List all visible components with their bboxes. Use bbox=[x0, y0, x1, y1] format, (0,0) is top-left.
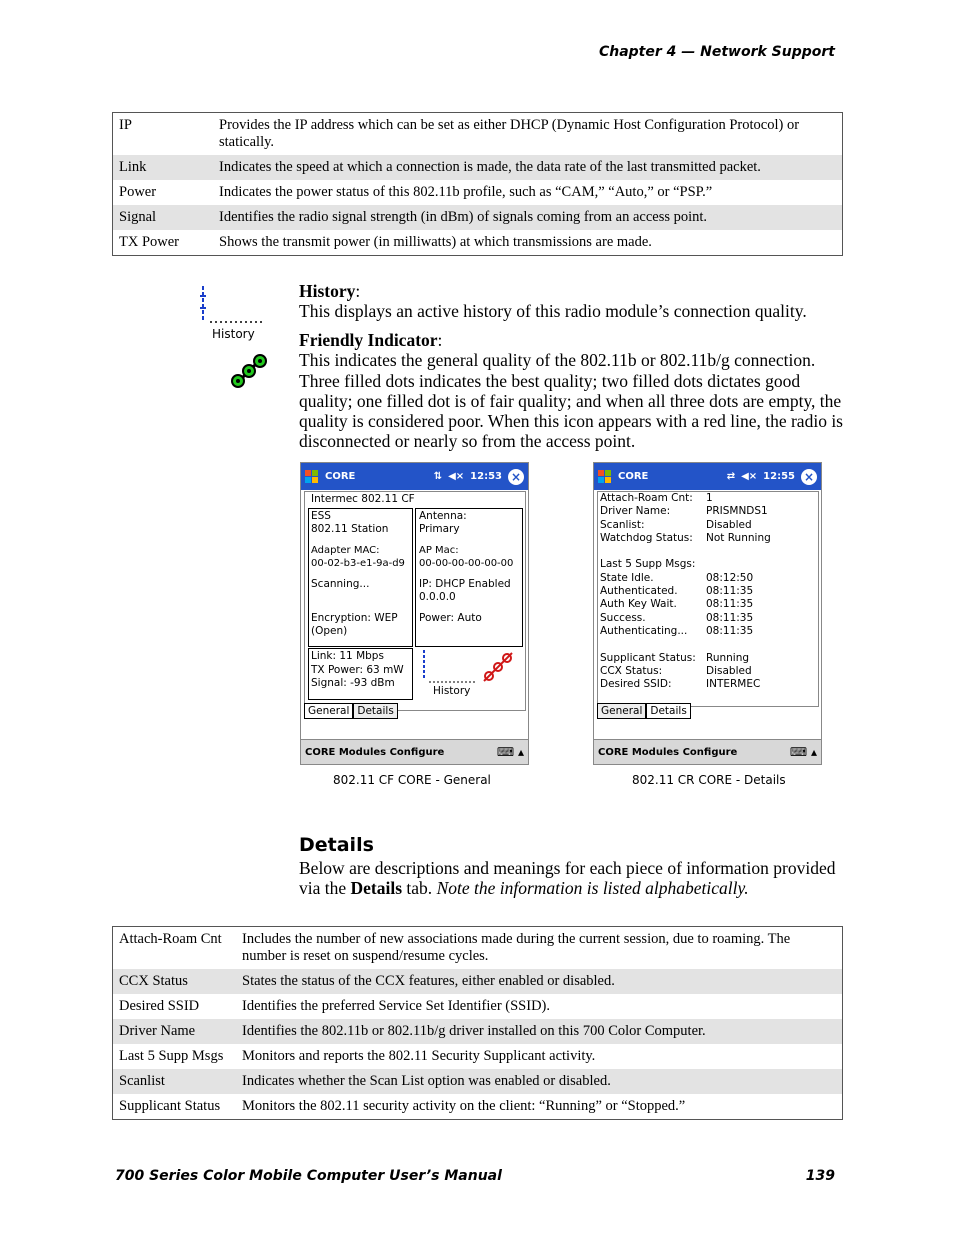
desc-cell: States the status of the CCX features, either enabled or disabled. bbox=[236, 969, 843, 994]
desc-cell: Provides the IP address which can be set as either DHCP (Dynamic Host Configuration Protocol) or statically. bbox=[219, 117, 800, 150]
term-cell: Supplicant Status bbox=[119, 1098, 221, 1114]
table-row bbox=[113, 969, 843, 994]
details-labels: Attach-Roam Cnt: Driver Name: Scanlist: Watchdog Status: Last 5 Supp Msgs: State Idle. Authenticated. Auth Key Wait. Success. Authenticating... Supplicant Status: CCX Status: Desired SSID: bbox=[600, 492, 696, 691]
term-cell: TX Power bbox=[119, 234, 180, 250]
page-number: 139 bbox=[805, 1168, 835, 1184]
friendly-text: This indicates the general quality of the 802.11b or 802.11b/g connection. Three filled dots indicates the best quality; two filled dots dictates good quality; one filled dot is of fair quality; and when all three dots are empty, the quality is considered poor. When this icon appears with a red line, the radio is disconnected or nearly so from the access point. bbox=[299, 350, 843, 452]
desc-cell: Identifies the radio signal strength (in dBm) of signals coming from an access point. bbox=[213, 205, 843, 230]
term-cell: Last 5 Supp Msgs bbox=[119, 1048, 224, 1064]
tab-details[interactable]: Details bbox=[646, 703, 690, 719]
encryption: Encryption: WEP (Open) bbox=[311, 612, 398, 638]
details-heading: Details bbox=[299, 834, 374, 856]
ip: IP: DHCP Enabled 0.0.0.0 bbox=[419, 578, 511, 604]
term-cell: Power bbox=[119, 184, 157, 200]
close-icon[interactable]: × bbox=[801, 469, 817, 485]
desc-cell: Includes the number of new associations made during the current session, due to roaming. The number is reset on suspend/resume cycles. bbox=[242, 931, 791, 964]
screenshot-details bbox=[593, 462, 822, 765]
desc-cell: Shows the transmit power (in milliwatts) at which transmissions are made. bbox=[219, 234, 652, 250]
keyboard-icon[interactable]: ⌨ ▴ bbox=[496, 745, 524, 759]
footer-title: 700 Series Color Mobile Computer User’s Manual bbox=[115, 1168, 502, 1184]
table-row bbox=[113, 1019, 843, 1044]
screenshot-general bbox=[300, 462, 529, 765]
desc-cell: Identifies the preferred Service Set Identifier (SSID). bbox=[242, 998, 551, 1014]
table-row bbox=[113, 1069, 843, 1094]
term-cell: Driver Name bbox=[113, 1019, 237, 1044]
chapter-header: Chapter 4 — Network Support bbox=[598, 44, 835, 60]
adapter-mac: Adapter MAC: 00-02-b3-e1-9a-d9 bbox=[311, 545, 405, 570]
table-row bbox=[113, 113, 843, 156]
table-row bbox=[113, 180, 843, 205]
app-title: CORE bbox=[618, 471, 649, 482]
adapter-title: Intermec 802.11 CF bbox=[311, 493, 415, 505]
intro-text2: tab. bbox=[402, 878, 437, 899]
scanning: Scanning... bbox=[311, 578, 370, 590]
term-cell: Link bbox=[113, 155, 214, 180]
menu-items[interactable]: CORE Modules Configure bbox=[305, 746, 445, 758]
speaker-icon: ◀× bbox=[448, 471, 465, 482]
history-label: History bbox=[433, 685, 471, 697]
table-row bbox=[113, 994, 843, 1019]
term-cell: CCX Status bbox=[113, 969, 237, 994]
clock: 12:53 bbox=[470, 471, 502, 482]
details-values: 1 PRISMNDS1 Disabled Not Running 08:12:50 08:11:35 08:11:35 08:11:35 08:11:35 Running Disabled INTERMEC bbox=[706, 492, 771, 691]
details-table bbox=[112, 926, 843, 1120]
term-cell: Attach-Roam Cnt bbox=[119, 931, 222, 947]
menu-items[interactable]: CORE Modules Configure bbox=[598, 746, 738, 758]
history-text: This displays an active history of this radio module’s connection quality. bbox=[299, 301, 807, 322]
app-title: CORE bbox=[325, 471, 356, 482]
network-status-table bbox=[112, 112, 843, 256]
friendly-label: Friendly Indicator bbox=[299, 330, 438, 350]
table-row bbox=[113, 1044, 843, 1069]
intro-bold: Details bbox=[350, 878, 403, 899]
link-stats: Link: 11 Mbps TX Power: 63 mW Signal: -93 dBm bbox=[311, 650, 404, 689]
intro-text: Below are descriptions and meanings for each piece of information provided via the bbox=[299, 858, 836, 899]
table-row bbox=[113, 230, 843, 256]
ess: ESS 802.11 Station bbox=[311, 510, 389, 536]
history-graph-icon bbox=[198, 284, 268, 344]
friendly-indicator-icon bbox=[230, 354, 270, 395]
history-label: History bbox=[299, 281, 356, 301]
antenna: Antenna: Primary bbox=[419, 510, 467, 536]
desc-cell: Monitors and reports the 802.11 Security Supplicant activity. bbox=[242, 1048, 596, 1064]
history-paragraph: History: This displays an active history of this radio module’s connection quality. bbox=[299, 281, 807, 322]
close-icon[interactable]: × bbox=[508, 469, 524, 485]
tab-general[interactable]: General bbox=[304, 703, 353, 719]
connectivity-icon: ⇄ bbox=[726, 471, 736, 482]
details-intro bbox=[299, 858, 845, 899]
term-cell: Scanlist bbox=[113, 1069, 237, 1094]
menu-bar bbox=[301, 739, 528, 764]
tab-details[interactable]: Details bbox=[353, 703, 397, 719]
tab-bar bbox=[597, 703, 691, 719]
windows-flag-icon bbox=[598, 470, 612, 484]
table-row bbox=[113, 155, 843, 180]
term-cell: Signal bbox=[113, 205, 214, 230]
caption-details: 802.11 CR CORE - Details bbox=[632, 773, 786, 787]
table-row bbox=[113, 927, 843, 970]
caption-general: 802.11 CF CORE - General bbox=[333, 773, 491, 787]
table-row bbox=[113, 205, 843, 230]
connectivity-icon: ⇅ bbox=[433, 471, 443, 482]
clock: 12:55 bbox=[763, 471, 795, 482]
speaker-icon: ◀× bbox=[741, 471, 758, 482]
keyboard-icon[interactable]: ⌨ ▴ bbox=[789, 745, 817, 759]
ap-mac: AP Mac: 00-00-00-00-00-00 bbox=[419, 545, 514, 570]
desc-cell: Identifies the 802.11b or 802.11b/g driver installed on this 700 Color Computer. bbox=[236, 1019, 843, 1044]
table-row bbox=[113, 1094, 843, 1120]
history-icon-label: History bbox=[212, 327, 255, 341]
desc-cell: Indicates the speed at which a connection is made, the data rate of the last transmitted packet. bbox=[213, 155, 843, 180]
term-cell: Desired SSID bbox=[119, 998, 200, 1014]
tab-bar bbox=[304, 703, 398, 719]
title-bar bbox=[301, 463, 528, 490]
desc-cell: Indicates whether the Scan List option was enabled or disabled. bbox=[236, 1069, 843, 1094]
intro-italic: Note the information is listed alphabetically. bbox=[436, 878, 749, 899]
desc-cell: Indicates the power status of this 802.11b profile, such as “CAM,” “Auto,” or “PSP.” bbox=[219, 184, 713, 200]
desc-cell: Monitors the 802.11 security activity on the client: “Running” or “Stopped.” bbox=[242, 1098, 686, 1114]
title-bar bbox=[594, 463, 821, 490]
power: Power: Auto bbox=[419, 612, 482, 624]
menu-bar bbox=[594, 739, 821, 764]
tab-general[interactable]: General bbox=[597, 703, 646, 719]
windows-flag-icon bbox=[305, 470, 319, 484]
term-cell: IP bbox=[119, 117, 132, 133]
friendly-paragraph: Friendly Indicator: This indicates the general quality of the 802.11b or 802.11b/g connection. Three filled dots indicates the best quality; two filled dots dictates good quality; one filled dot is of fair quality; and when all three dots are empty, the quality is considered poor. When this icon appears with a red line, the radio is disconnected or nearly so from the access point. bbox=[299, 330, 843, 452]
